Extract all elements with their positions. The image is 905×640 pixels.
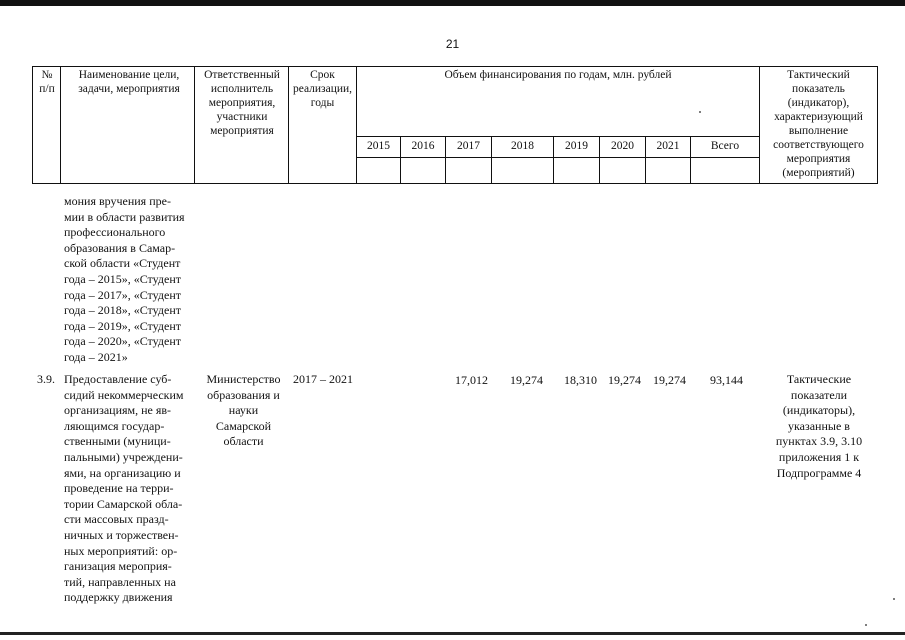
year-2020: 2020 [611, 140, 634, 152]
header-number-label: № п/п [39, 69, 55, 95]
value-2021: 19,274 [653, 373, 686, 387]
top-border-rule [0, 0, 905, 6]
year-2019: 2019 [565, 140, 588, 152]
header-executor-label: Ответственный исполнитель мероприятия, участники мероприятия [204, 69, 280, 137]
year-2016: 2016 [411, 140, 435, 152]
header-funding-label: Объем финансирования по годам, млн. рублей [444, 69, 672, 81]
continuation-text: мония вручения пре- мии в области развития профессионального образования в Самар- ской области «Студент года – 2015», «Студент года – 2017», «Студент года – 2018», «Студент года – 2019», «Студент года – 2020», «Студент года – 2021» [64, 194, 185, 364]
year-2015: 2015 [367, 140, 390, 152]
row-term: 2017 – 2021 [293, 372, 353, 386]
scan-speck [699, 111, 701, 113]
scan-speck [865, 624, 867, 626]
value-2017: 17,012 [455, 373, 488, 387]
year-total: Всего [710, 140, 740, 152]
header-term-label: Срок реализации, годы [292, 69, 353, 109]
value-2019: 18,310 [564, 373, 597, 387]
header-cell-funding [356, 66, 760, 184]
scan-speck [893, 598, 895, 600]
header-indicator-label: Тактический показатель (индикатор), характеризующий выполнение соответствующего мероприятия (мероприятий) [773, 69, 864, 179]
year-2018: 2018 [511, 140, 534, 152]
row-indicator: Тактические показатели (индикаторы), указанные в пунктах 3.9, 3.10 приложения 1 к Подпрограмме 4 [775, 372, 863, 480]
year-2017: 2017 [457, 140, 480, 152]
page-number: 21 [445, 37, 460, 51]
year-2021: 2021 [656, 140, 680, 152]
row-name: Предоставление суб- сидий некоммерческим организациям, не яв- ляющимся государ- ственными (муници- пальными) учреждени- ями, на организацию и проведение на терри- тории Самарской обла- сти массовых празд- ничных и торжествен- ных мероприятий: ор- ганизация мероприя- тий, направленных на поддержку движения [64, 372, 184, 605]
row-number: 3.9. [37, 372, 55, 386]
value-2018: 19,274 [510, 373, 543, 387]
row-executor: Министерство образования и науки Самарской области [206, 372, 281, 449]
value-2020: 19,274 [608, 373, 641, 387]
bottom-border-rule [0, 632, 905, 635]
value-total: 93,144 [710, 373, 743, 387]
header-name-label: Наименование цели, задачи, мероприятия [78, 69, 180, 95]
